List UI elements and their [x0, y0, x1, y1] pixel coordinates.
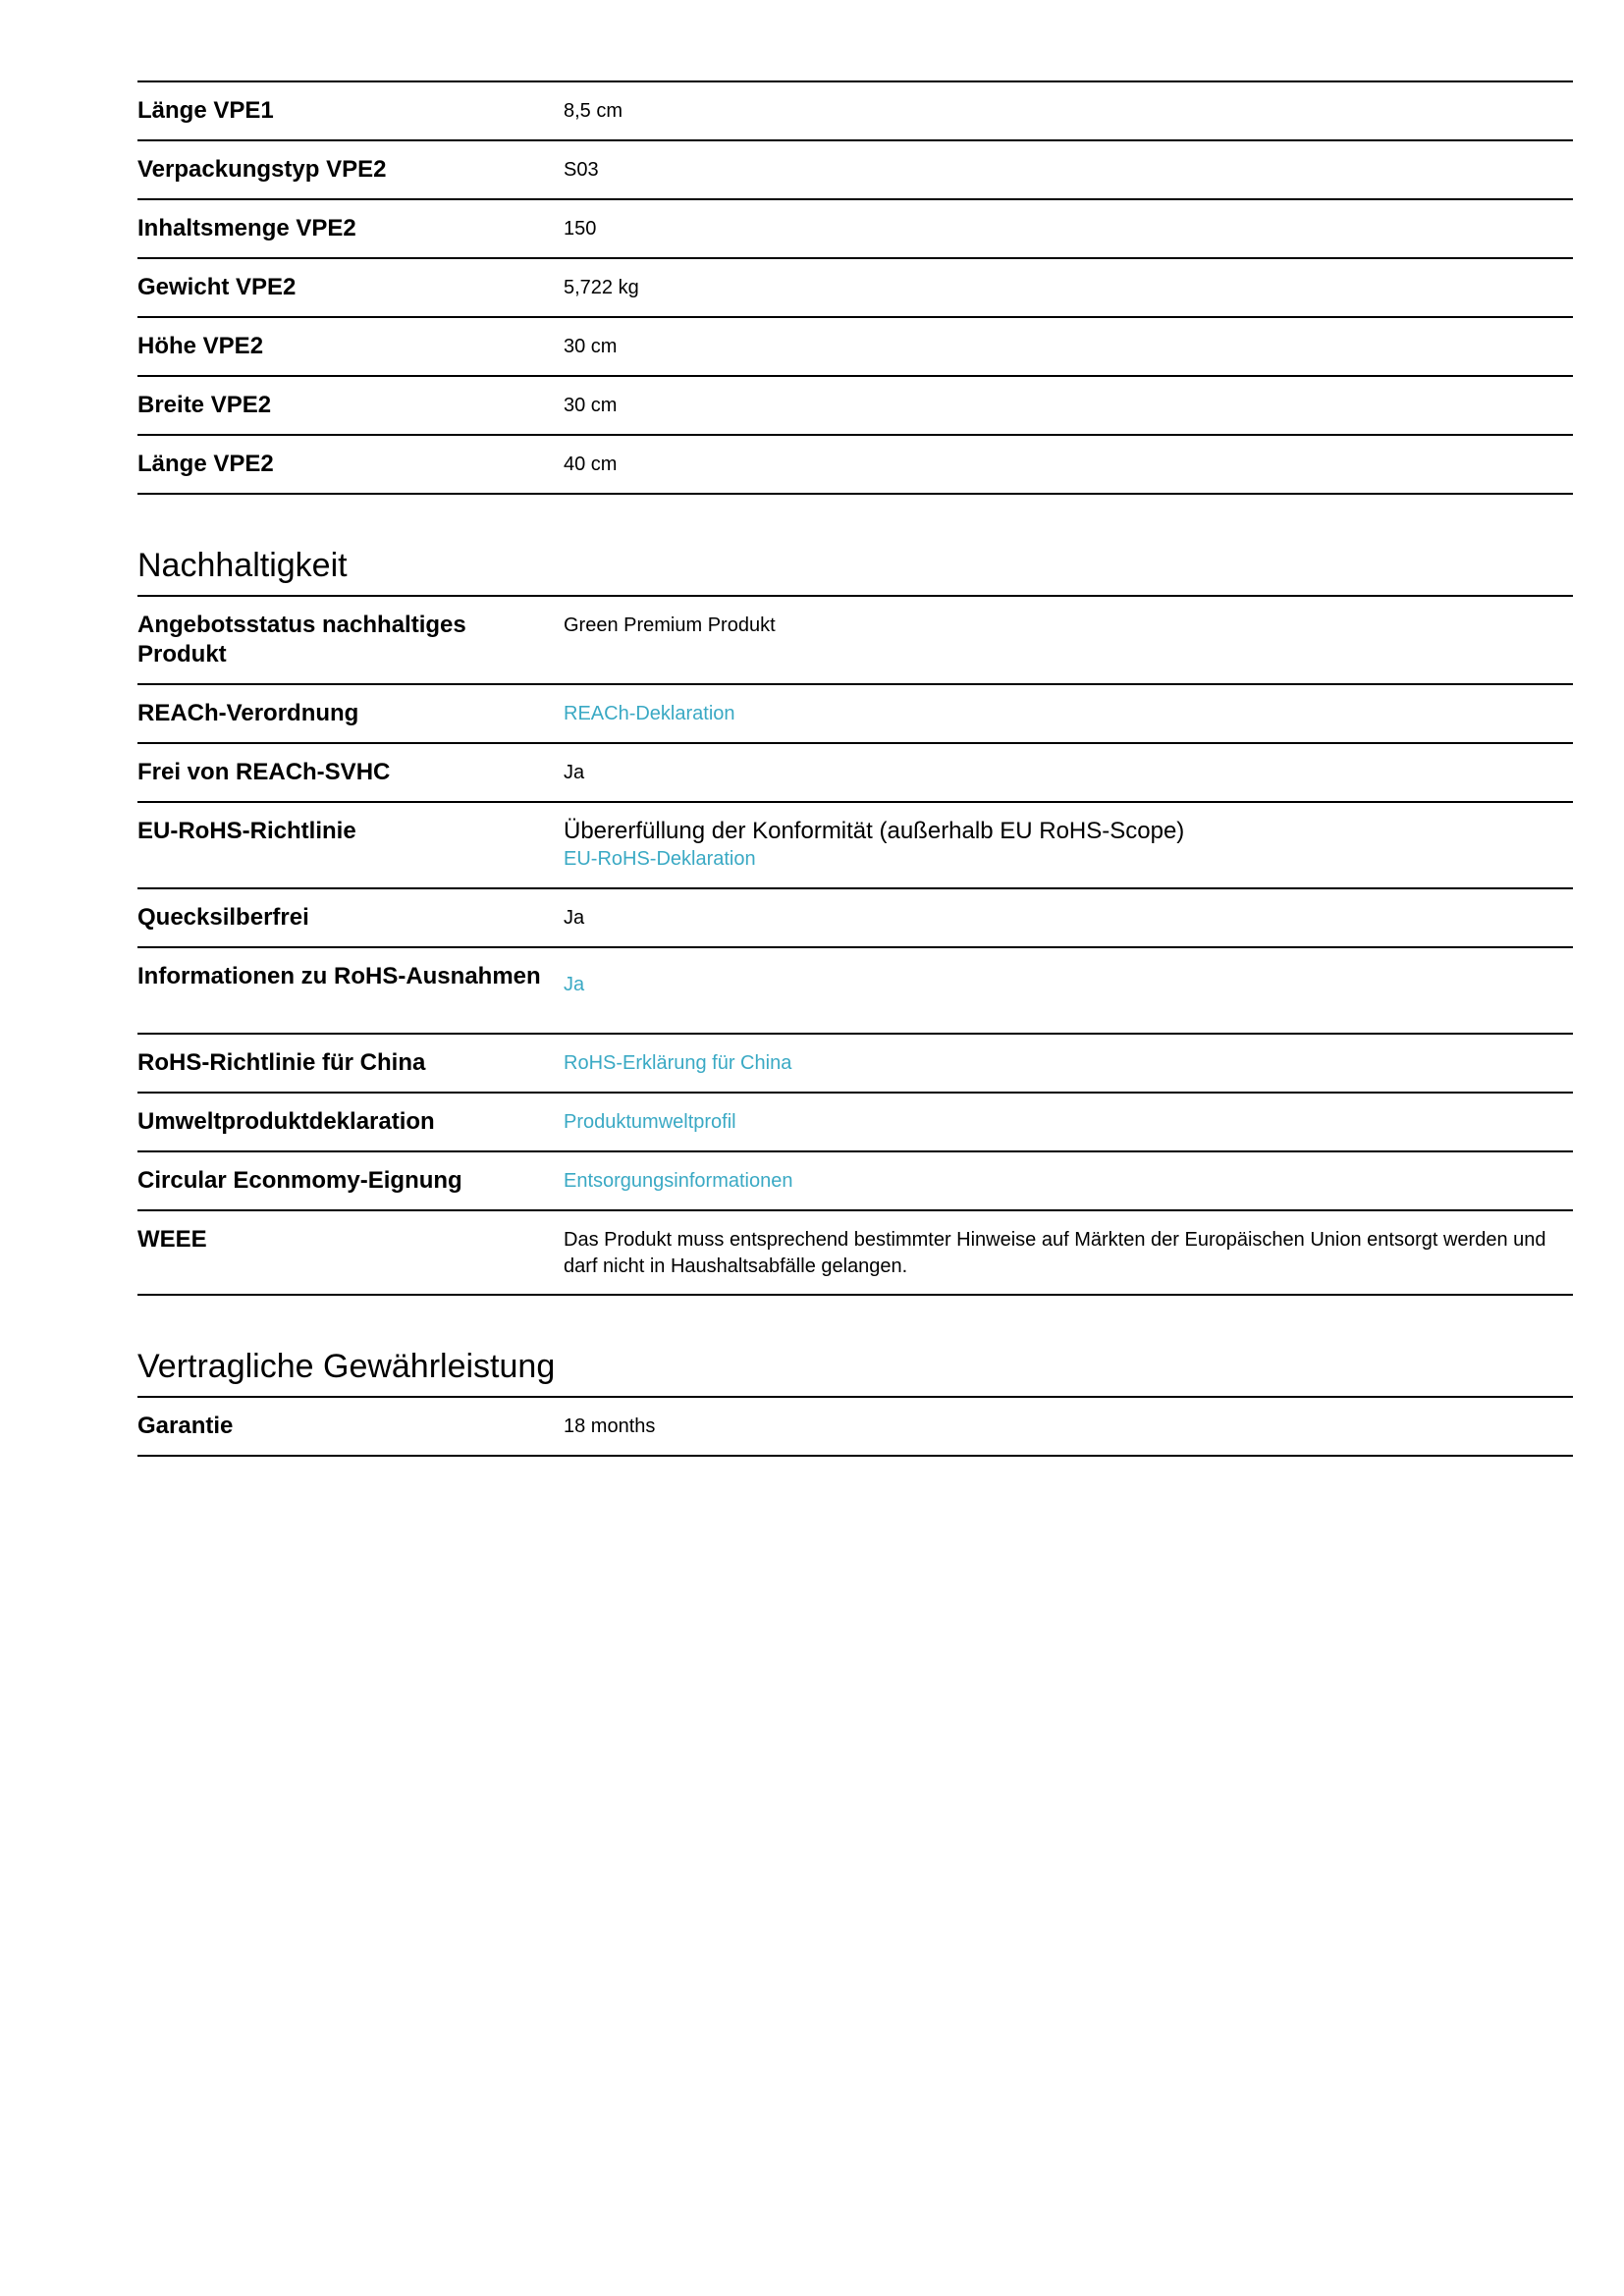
rohs-exemptions-link[interactable]: Ja: [564, 974, 585, 995]
row-label: Länge VPE2: [137, 451, 274, 477]
row-value: S03: [564, 159, 599, 181]
row-label: Angebotsstatus nachhaltiges Produkt: [137, 612, 466, 667]
table-row: [137, 377, 1573, 436]
table-row-offer-status: [137, 597, 1573, 685]
row-value: [564, 1166, 1573, 1196]
row-value: Das Produkt muss entsprechend bestimmter Hinweise auf Märkten der Europäischen Union entsorgt werden und darf nicht in Haushaltsabfälle gelangen.: [564, 1229, 1546, 1277]
row-label: Garantie: [137, 1413, 234, 1439]
row-value: 5,722 kg: [564, 277, 639, 298]
row-value: [564, 699, 1573, 728]
sustainability-section: [137, 546, 1573, 1296]
row-value: 40 cm: [564, 454, 618, 475]
warranty-section: [137, 1347, 1573, 1457]
table-row: [137, 200, 1573, 259]
warranty-table: [137, 1396, 1573, 1457]
row-label: Länge VPE1: [137, 97, 274, 124]
table-row: [137, 318, 1573, 377]
row-label: EU-RoHS-Richtlinie: [137, 818, 356, 844]
row-label: Breite VPE2: [137, 392, 272, 418]
table-row-reach: [137, 685, 1573, 744]
row-value: 8,5 cm: [564, 100, 623, 122]
table-row-weee: [137, 1211, 1573, 1296]
row-value: Ja: [564, 762, 585, 783]
table-row-rohs-exemptions: [137, 948, 1573, 1035]
row-value: 18 months: [564, 1415, 656, 1437]
row-label: Gewicht VPE2: [137, 274, 297, 300]
row-label: Frei von REACh-SVHC: [137, 759, 391, 785]
table-row-env-declaration: [137, 1094, 1573, 1152]
disposal-information-link[interactable]: Entsorgungsinformationen: [564, 1170, 793, 1192]
table-row-rohs-china: [137, 1035, 1573, 1094]
rohs-china-link[interactable]: RoHS-Erklärung für China: [564, 1052, 792, 1074]
row-label: REACh-Verordnung: [137, 700, 359, 726]
row-value: 30 cm: [564, 395, 618, 416]
row-label: Informationen zu RoHS-Ausnahmen: [137, 963, 541, 989]
packaging-table: [137, 80, 1573, 495]
row-label: WEEE: [137, 1226, 207, 1253]
row-label: RoHS-Richtlinie für China: [137, 1049, 426, 1076]
row-value: Ja: [564, 907, 585, 929]
row-value: [564, 1048, 1573, 1078]
table-row-reach-svhc: [137, 744, 1573, 803]
table-row: [137, 259, 1573, 318]
table-row-mercury: [137, 889, 1573, 948]
sustainability-table: [137, 595, 1573, 1296]
row-value: [564, 962, 1573, 1019]
table-row: [137, 141, 1573, 200]
row-label: Höhe VPE2: [137, 333, 264, 359]
table-row-circular-economy: [137, 1152, 1573, 1211]
product-datasheet-page: [137, 80, 1573, 1457]
reach-declaration-link[interactable]: REACh-Deklaration: [564, 703, 735, 724]
table-row-eu-rohs: [137, 803, 1573, 889]
section-title: Vertragliche Gewährleistung: [137, 1348, 556, 1385]
row-label: Verpackungstyp VPE2: [137, 156, 387, 183]
eu-rohs-status: Übererfüllung der Konformität (außerhalb EU RoHS-Scope): [564, 818, 1185, 844]
row-value: Green Premium Produkt: [564, 614, 776, 636]
row-label: Circular Econmomy-Eignung: [137, 1167, 462, 1194]
row-value: [564, 1107, 1573, 1137]
row-value: 150: [564, 218, 597, 240]
table-row-warranty: [137, 1398, 1573, 1457]
table-row: [137, 82, 1573, 141]
row-label: Umweltproduktdeklaration: [137, 1108, 435, 1135]
eu-rohs-declaration-link[interactable]: EU-RoHS-Deklaration: [564, 848, 756, 870]
table-row: [137, 436, 1573, 495]
row-value: 30 cm: [564, 336, 618, 357]
row-label: Inhaltsmenge VPE2: [137, 215, 356, 241]
row-label: Quecksilberfrei: [137, 904, 309, 931]
section-title: Nachhaltigkeit: [137, 547, 348, 584]
row-value: [564, 817, 1573, 874]
product-environment-profile-link[interactable]: Produktumweltprofil: [564, 1111, 736, 1133]
